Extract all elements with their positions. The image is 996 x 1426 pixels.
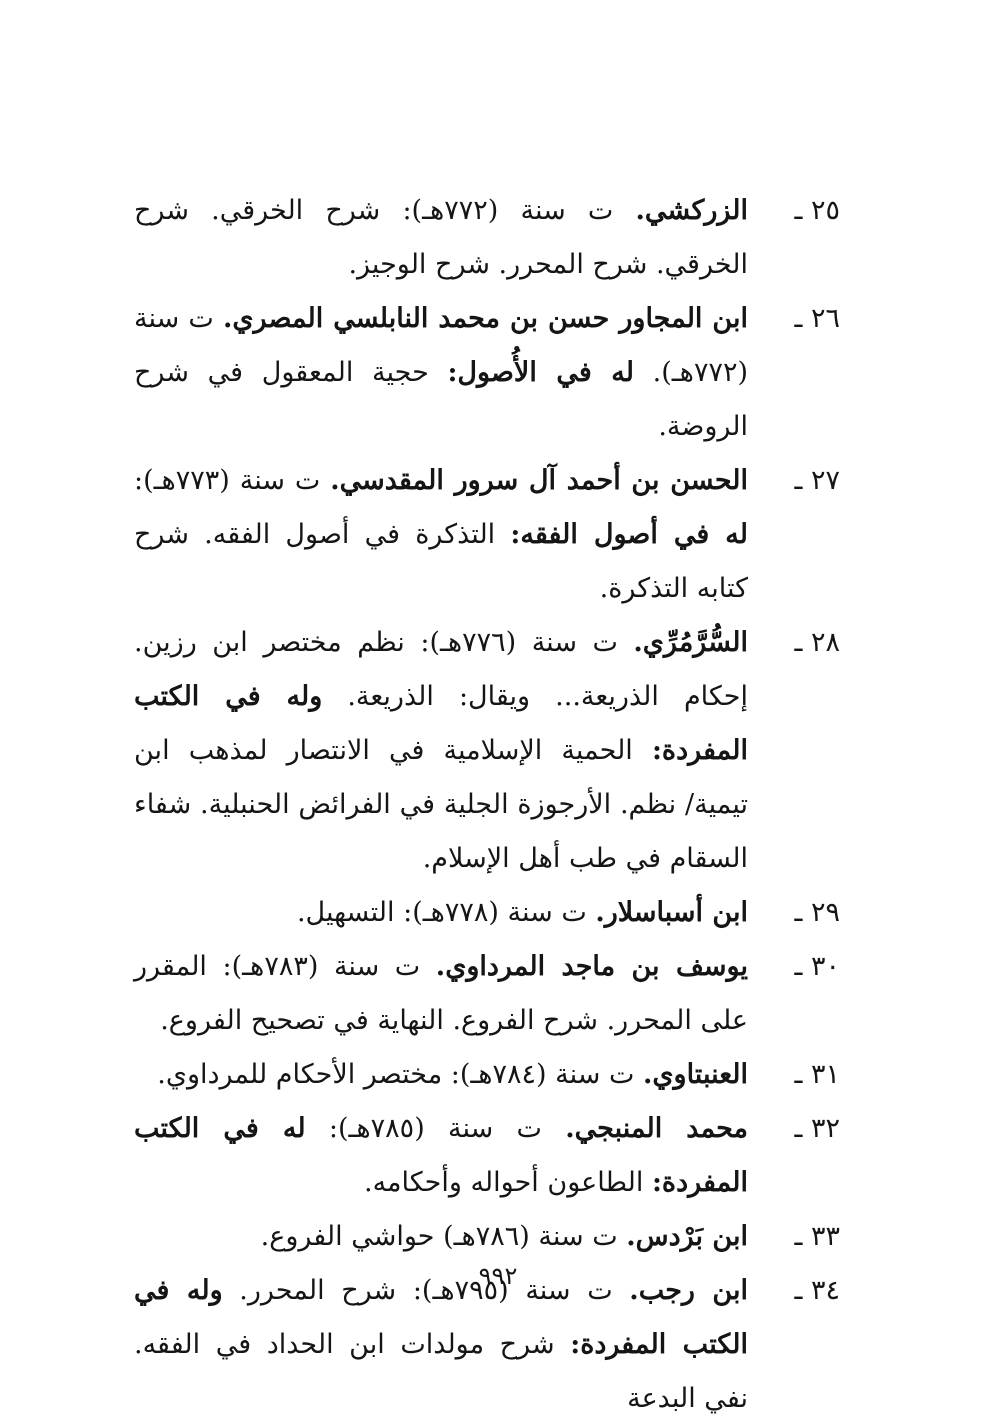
scholar-name: يوسف بن ماجد المرداوي.: [435, 951, 749, 982]
entry-text-continued: الحمية الإسلامية في الانتصار لمذهب ابن تيمية/ نظم. الأرجوزة الجلية في الفرائض الحنبلية. شفاء السقام في طب أهل الإسلام.: [134, 735, 748, 874]
section-label: وله في الكتب المفردة:: [134, 681, 748, 766]
entry-text: ت سنة (٧٨٦هـ) حواشي الفروع.: [260, 1221, 627, 1252]
scholar-name: العنبتاوي.: [643, 1059, 748, 1090]
scholar-name: ابن بَرْدس.: [626, 1221, 748, 1252]
list-item: [134, 184, 840, 292]
scholar-name: محمد المنبجي.: [565, 1113, 748, 1144]
entry-number: ٢٦ ـ: [794, 303, 840, 334]
entry-text: ت سنة (٧٧٨هـ): التسهيل.: [296, 897, 596, 928]
entry-text: ت سنة (٧٧٣هـ):: [134, 465, 331, 496]
list-item: [134, 940, 840, 1048]
list-item: [134, 1048, 840, 1102]
scholar-name: السُّرَّمُرِّي.: [633, 627, 748, 658]
entry-text-continued: التذكرة في أصول الفقه. شرح كتابه التذكرة.: [134, 519, 748, 604]
list-item: [134, 616, 840, 886]
scholar-name: الحسن بن أحمد آل سرور المقدسي.: [330, 465, 748, 496]
entry-number: ٢٥ ـ: [794, 195, 840, 226]
entry-text: ت سنة (٧٧٢هـ).: [134, 303, 748, 388]
page-number: ٩٩٢: [478, 1262, 518, 1290]
list-item: [134, 886, 840, 940]
entry-text: ت سنة (٧٩٥هـ): شرح المحرر.: [222, 1275, 630, 1306]
entry-text-continued: حجية المعقول في شرح الروضة.: [134, 357, 748, 442]
entry-number: ٢٩ ـ: [794, 897, 840, 928]
entry-number: ٢٨ ـ: [794, 627, 840, 658]
entry-text: ت سنة (٧٧٢هـ): شرح الخرقي. شرح الخرقي. شرح المحرر. شرح الوجيز.: [134, 195, 748, 280]
section-label: له في أصول الفقه:: [510, 519, 748, 550]
entry-text: ت سنة (٧٨٣هـ): المقرر على المحرر. شرح الفروع. النهاية في تصحيح الفروع.: [134, 951, 748, 1036]
section-label: وله في الكتب المفردة:: [134, 1275, 748, 1360]
entry-text: ت سنة (٧٧٦هـ): نظم مختصر ابن رزين. إحكام الذريعة... ويقال: الذريعة.: [134, 627, 748, 712]
entry-number: ٣٠ ـ: [794, 951, 840, 982]
entry-text-continued: الطاعون أحواله وأحكامه.: [363, 1167, 652, 1198]
entry-number: ٣٤ ـ: [794, 1275, 840, 1306]
entry-text-continued: شرح مولدات ابن الحداد في الفقه. نفي البدعة: [134, 1329, 748, 1414]
section-label: له في الكتب المفردة:: [134, 1113, 748, 1198]
scholar-name: الزركشي.: [635, 195, 748, 226]
list-item: [134, 1210, 840, 1264]
list-item: [134, 292, 840, 454]
entry-number: ٣١ ـ: [794, 1059, 840, 1090]
scholar-name: ابن رجب.: [629, 1275, 748, 1306]
scholar-name: ابن المجاور حسن بن محمد النابلسي المصري.: [223, 303, 748, 334]
entry-text: ت سنة (٧٨٥هـ):: [305, 1113, 566, 1144]
list-item: [134, 1102, 840, 1210]
scholar-name: ابن أسباسلار.: [595, 897, 748, 928]
section-label: له في الأُصول:: [447, 357, 634, 388]
entry-text: ت سنة (٧٨٤هـ): مختصر الأحكام للمرداوي.: [157, 1059, 643, 1090]
entry-number: ٣٢ ـ: [794, 1113, 840, 1144]
entry-number: ٢٧ ـ: [794, 465, 840, 496]
page-body: [134, 184, 840, 1426]
list-item: [134, 454, 840, 616]
entry-number: ٣٣ ـ: [794, 1221, 840, 1252]
